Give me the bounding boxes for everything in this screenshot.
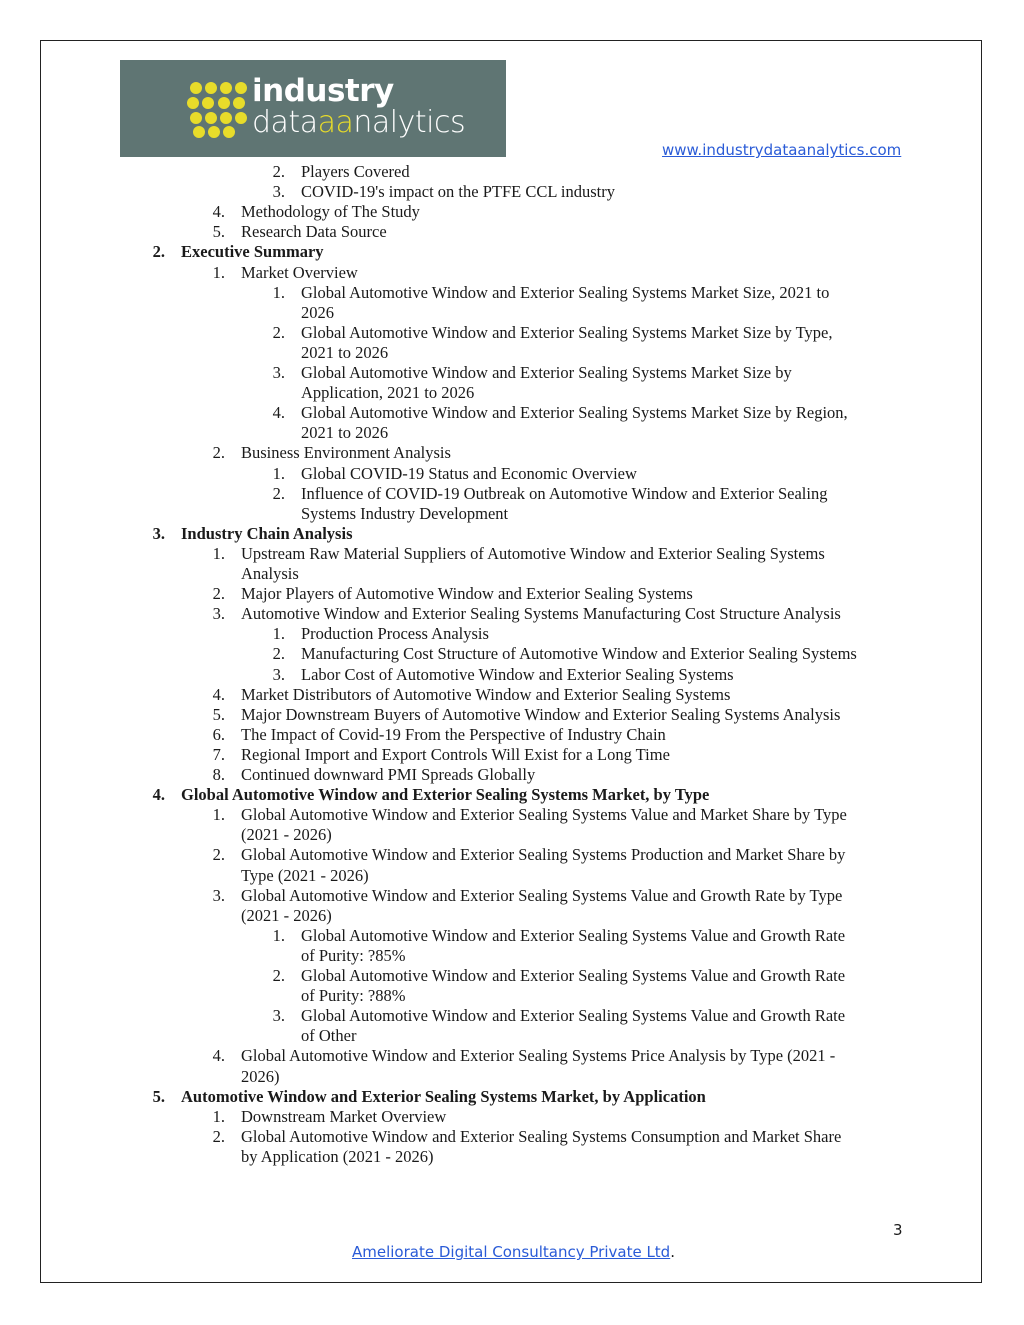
toc-entry-text: Upstream Raw Material Suppliers of Automotive Window and Exterior Sealing Systems	[241, 543, 825, 563]
toc-entry-text: by Application (2021 - 2026)	[241, 1146, 434, 1166]
toc-entry-number: 2.	[272, 322, 285, 342]
toc-entry-number: 1.	[212, 543, 225, 563]
toc-entry-text: 2026)	[241, 1066, 280, 1086]
toc-entry-number: 5.	[212, 222, 225, 242]
toc-entry-text: Systems Industry Development	[301, 503, 509, 523]
toc-entry-text: Methodology of The Study	[241, 202, 420, 222]
toc-entry-number: 4.	[212, 684, 225, 704]
toc-entry-text: Manufacturing Cost Structure of Automotive Window and Exterior Sealing Systems	[301, 644, 857, 664]
toc-entry-number: 3.	[272, 182, 285, 202]
toc-entry-text: Labor Cost of Automotive Window and Exterior Sealing Systems	[301, 664, 734, 684]
toc-entry-number: 3.	[212, 604, 225, 624]
toc-entry-number: 1.	[272, 463, 285, 483]
toc-entry-number: 1.	[212, 1106, 225, 1126]
toc-entry-number: 7.	[212, 744, 225, 764]
toc-entry-text: Global Automotive Window and Exterior Sealing Systems Market Size, 2021 to	[301, 282, 830, 302]
toc-entry-number: 8.	[212, 765, 225, 784]
toc-entry-number: 6.	[212, 724, 225, 744]
toc-entry-number: 1.	[272, 282, 285, 302]
toc-entry-number: 2.	[272, 483, 285, 503]
toc-entry-number: 4.	[212, 202, 225, 222]
toc-entry-text: The Impact of Covid-19 From the Perspective of Industry Chain	[241, 724, 666, 744]
toc-entry-number: 2.	[212, 1126, 225, 1146]
toc-entry-number: 2.	[212, 443, 225, 463]
logo-dots-icon	[120, 60, 252, 157]
toc-entry-text: Downstream Market Overview	[241, 1106, 447, 1126]
toc-entry-text: Type (2021 - 2026)	[241, 865, 369, 885]
toc-entry-number: 2.	[212, 584, 225, 604]
toc-entry-number: 4.	[272, 403, 285, 423]
footer	[352, 1243, 675, 1261]
toc-entry-text: Automotive Window and Exterior Sealing Systems Market, by Application	[181, 1086, 706, 1106]
website-link[interactable]: www.industrydataanalytics.com	[662, 141, 902, 159]
toc-entry-number: 1.	[272, 925, 285, 945]
toc-entry-text: Application, 2021 to 2026	[301, 383, 475, 403]
toc-entry-text: 2021 to 2026	[301, 342, 389, 362]
toc-entry-text: Industry Chain Analysis	[181, 523, 353, 543]
toc-entry-text: Global Automotive Window and Exterior Sealing Systems Market Size by Region,	[301, 403, 848, 423]
toc-entry-text: Global Automotive Window and Exterior Sealing Systems Value and Growth Rate by Type	[241, 885, 843, 905]
toc-entry-number: 4.	[152, 785, 165, 805]
toc-entry-text: Global Automotive Window and Exterior Sealing Systems Market Size by	[301, 363, 792, 382]
toc-entry-text: Global Automotive Window and Exterior Sealing Systems Production and Market Share by	[241, 845, 846, 865]
toc-entry-number: 1.	[212, 262, 225, 282]
toc-entry-text: Global Automotive Window and Exterior Sealing Systems Value and Growth Rate	[301, 966, 846, 985]
toc-entry-text: Global Automotive Window and Exterior Sealing Systems Consumption and Market Share	[241, 1126, 842, 1146]
toc-entry-text: Analysis	[241, 564, 299, 583]
toc-entry-text: Major Downstream Buyers of Automotive Window and Exterior Sealing Systems Analysis	[241, 704, 841, 724]
logo-word-industry: industry	[252, 73, 394, 109]
toc-entry-text: 2021 to 2026	[301, 423, 389, 443]
company-logo	[120, 60, 506, 157]
toc-entry-text: COVID-19's impact on the PTFE CCL industry	[301, 182, 616, 202]
toc-entry-number: 3.	[212, 885, 225, 905]
toc-entry-text: of Purity: ?85%	[301, 945, 406, 965]
toc-entry-text: Executive Summary	[181, 242, 324, 262]
page-number: 3	[893, 1221, 903, 1239]
toc-entry-text: (2021 - 2026)	[241, 905, 332, 925]
toc-entry-text: Automotive Window and Exterior Sealing Systems Manufacturing Cost Structure Analysis	[241, 604, 841, 624]
toc-entry-text: Global Automotive Window and Exterior Sealing Systems Market Size by Type,	[301, 322, 833, 342]
toc-entry-text: (2021 - 2026)	[241, 825, 332, 845]
toc-entry-text: 2026	[301, 302, 334, 322]
toc-entry-text: Regional Import and Export Controls Will Exist for a Long Time	[241, 744, 670, 764]
toc-entry-text: Production Process Analysis	[301, 624, 489, 644]
toc-entry-text: Major Players of Automotive Window and Exterior Sealing Systems	[241, 584, 693, 604]
toc-entry-number: 3.	[272, 664, 285, 684]
toc-entry-text: Market Overview	[241, 262, 358, 282]
toc-entry-text: Players Covered	[301, 162, 410, 181]
toc-entry-number: 3.	[272, 1006, 285, 1026]
toc-entry-number: 3.	[272, 363, 285, 382]
toc-entry-number: 2.	[212, 845, 225, 865]
toc-entry-number: 5.	[152, 1086, 165, 1106]
toc-entry-text: Business Environment Analysis	[241, 443, 451, 463]
toc-entry-text: Global Automotive Window and Exterior Sealing Systems Value and Market Share by Type	[241, 805, 847, 825]
toc-entry-text: Global COVID-19 Status and Economic Overview	[301, 463, 637, 483]
toc-entry-text: Continued downward PMI Spreads Globally	[241, 765, 536, 784]
toc-entry-number: 3.	[152, 523, 165, 543]
footer-period: .	[670, 1243, 675, 1261]
toc-entry-text: Influence of COVID-19 Outbreak on Automotive Window and Exterior Sealing	[301, 483, 828, 503]
toc-entry-text: Global Automotive Window and Exterior Sealing Systems Value and Growth Rate	[301, 1006, 846, 1026]
logo-word-dataanalytics: dataaanalytics	[252, 105, 466, 140]
toc-entry-number: 1.	[212, 805, 225, 825]
toc-entry-text: Research Data Source	[241, 222, 387, 242]
toc-entry-number: 2.	[272, 966, 285, 985]
toc-entry-text: of Purity: ?88%	[301, 986, 406, 1006]
footer-company-link[interactable]: Ameliorate Digital Consultancy Private Ltd	[352, 1243, 671, 1261]
toc-entry-text: Global Automotive Window and Exterior Sealing Systems Value and Growth Rate	[301, 925, 846, 945]
toc-entry-number: 1.	[272, 624, 285, 644]
toc-entry-number: 5.	[212, 704, 225, 724]
toc-entry-text: Global Automotive Window and Exterior Sealing Systems Market, by Type	[181, 785, 710, 805]
toc-entry-text: of Other	[301, 1026, 357, 1046]
toc-entry-text: Global Automotive Window and Exterior Sealing Systems Price Analysis by Type (2021 -	[241, 1046, 836, 1066]
toc-entry-number: 2.	[152, 242, 165, 262]
toc-entry-number: 4.	[212, 1046, 225, 1066]
toc-entry-number: 2.	[272, 644, 285, 664]
toc-entry-number: 2.	[272, 162, 285, 181]
toc-entry-text: Market Distributors of Automotive Window and Exterior Sealing Systems	[241, 684, 731, 704]
